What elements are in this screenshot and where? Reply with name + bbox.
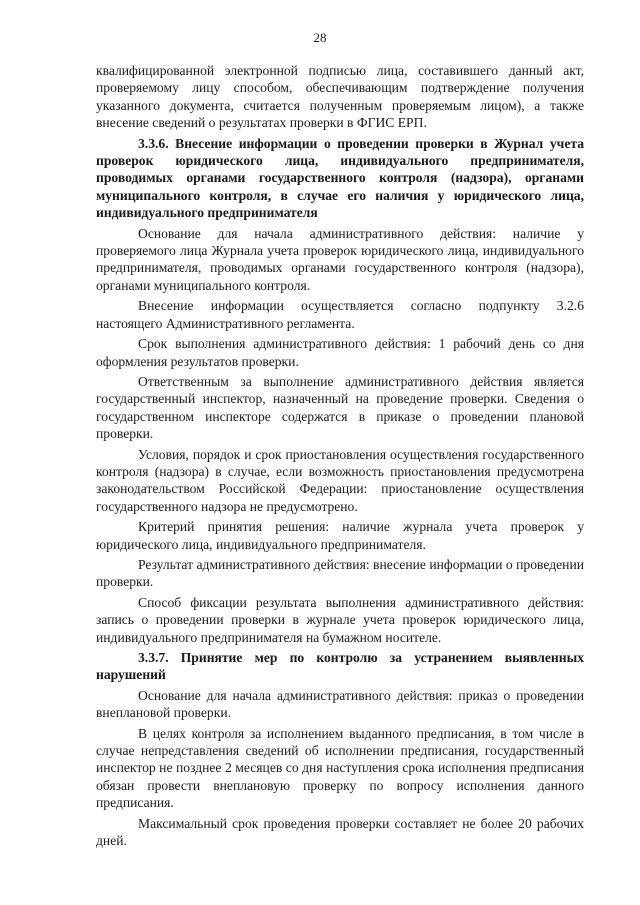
paragraph: В целях контроля за исполнением выданного предписания, в том числе в случае непредставления сведений об исполнении предписания, государственный инспектор не позднее 2 месяцев со дня наступления срока исполнения предписания обязан провести внеплановую проверку по вопросу исполнения данного предписания. [96, 725, 584, 811]
paragraph: Условия, порядок и срок приостановления осуществления государственного контроля (надзора) в случае, если возможность приостановления предусмотрена законодательством Российской Федерации: приостановление осуществления государственного надзора не предусмотрено. [96, 446, 584, 514]
page-number: 28 [313, 30, 327, 45]
section-heading-3-3-6: 3.3.6. Внесение информации о проведении проверки в Журнал учета проверок юридического лица, индивидуального предпринимателя, проводимых органами государственного контроля (надзора), органами муниципального контроля, в случае его наличия у юридического лица, индивидуального предпринимателя [96, 135, 584, 221]
section-heading-3-3-7: 3.3.7. Принятие мер по контролю за устранением выявленных нарушений [96, 650, 584, 683]
paragraph: Критерий принятия решения: наличие журнала учета проверок у юридического лица, индивидуального предпринимателя. [96, 519, 584, 552]
paragraph-continued: квалифицированной электронной подписью лица, составившего данный акт, проверяемому лицу способом, обеспечивающим подтверждение получения указанного документа, считается полученным проверяемым лицом), а также внесение сведений о результатах проверки в ФГИС ЕРП. [96, 63, 584, 131]
paragraph: Способ фиксации результата выполнения административного действия: запись о проведении проверки в журнале учета проверок юридического лица, индивидуального предпринимателя на бумажном носителе. [96, 594, 584, 645]
paragraph: Основание для начала административного действия: приказ о проведении внеплановой проверки. [96, 687, 584, 721]
paragraph: Срок выполнения административного действия: 1 рабочий день со дня оформления результатов проверки. [96, 336, 584, 369]
paragraph: Основание для начала административного действия: наличие у проверяемого лица Журнала учета проверок юридического лица, индивидуального предпринимателя, проводимых органами государственного контроля (надзора), органами муниципального контроля. [96, 225, 584, 293]
paragraph: Ответственным за выполнение административного действия является государственный инспектор, назначенный на проведение проверки. Сведения о государственном инспекторе содержатся в приказе о проведении плановой проверки. [96, 373, 584, 442]
paragraph: Внесение информации осуществляется согласно подпункту 3.2.6 настоящего Административного регламента. [96, 298, 584, 331]
paragraph: Максимальный срок проведения проверки составляет не более 20 рабочих дней. [96, 815, 584, 849]
paragraph: Результат административного действия: внесение информации о проведении проверки. [96, 556, 584, 590]
document-body [96, 62, 584, 852]
